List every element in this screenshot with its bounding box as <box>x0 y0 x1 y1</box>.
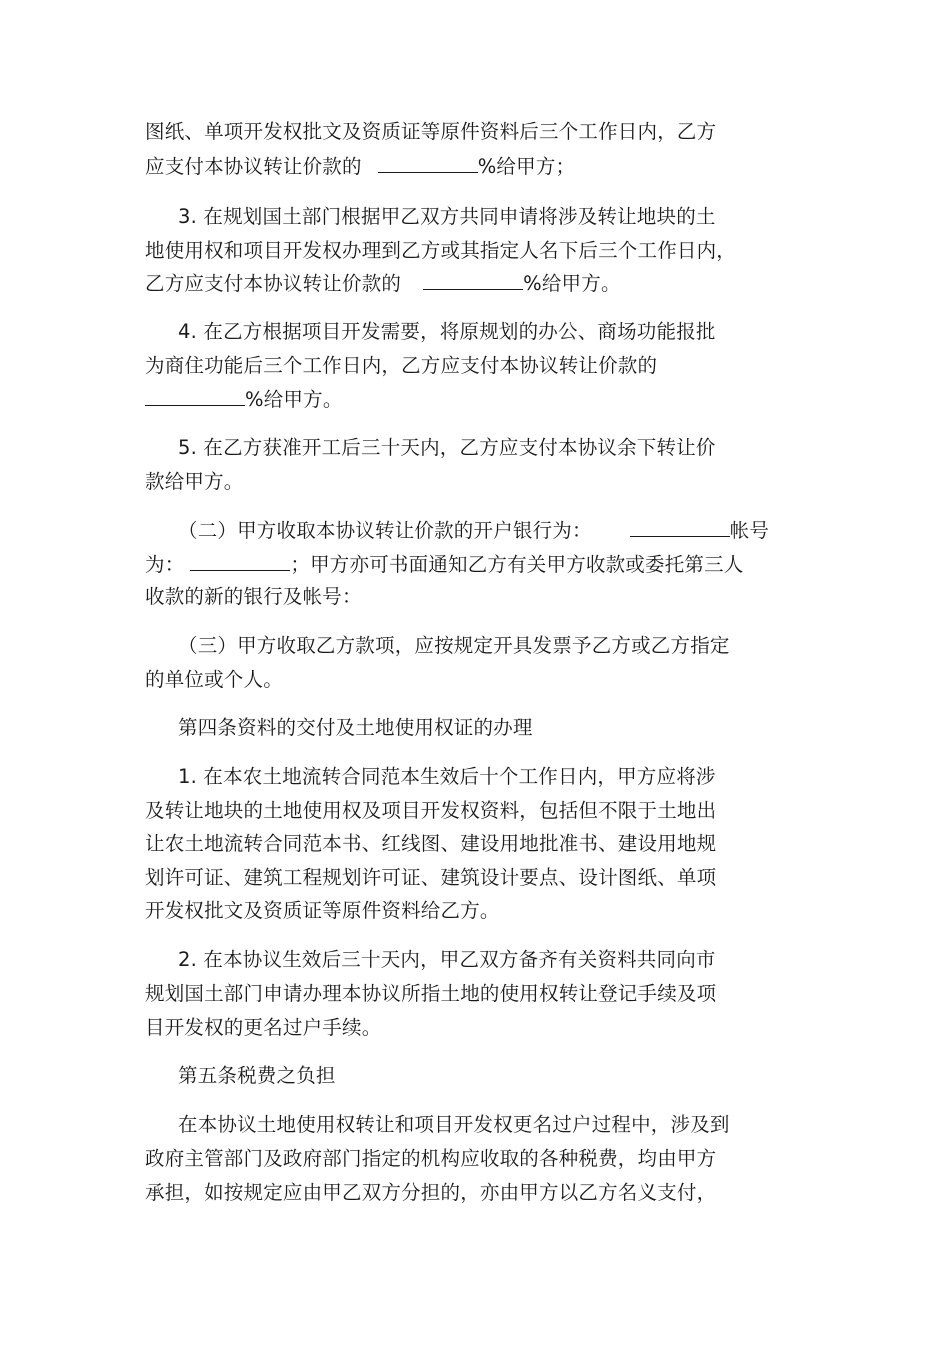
text-line: 1. 在本农土地流转合同范本生效后十个工作日内，甲方应将涉 <box>178 765 716 788</box>
text-fragment: （二）甲方收取本协议转让价款的开户银行为： <box>178 519 592 542</box>
text-line: 的单位或个人。 <box>145 668 283 691</box>
text-line: 5. 在乙方获准开工后三十天内，乙方应支付本协议余下转让价 <box>178 436 716 459</box>
section-heading: 第四条资料的交付及土地使用权证的办理 <box>178 716 533 739</box>
text-line: 图纸、单项开发权批文及资质证等原件资料后三个工作日内，乙方 <box>145 120 717 143</box>
text-line: 划许可证、建筑工程规划许可证、建筑设计要点、设计图纸、单项 <box>145 866 717 889</box>
section-heading: 第五条税费之负担 <box>178 1064 336 1087</box>
fill-in-blank[interactable] <box>423 271 523 290</box>
text-line: 目开发权的更名过户手续。 <box>145 1016 382 1039</box>
text-fragment: %给甲方。 <box>245 388 343 411</box>
text-line: 3. 在规划国土部门根据甲乙双方共同申请将涉及转让地块的土 <box>178 205 716 228</box>
text-line: 在本协议土地使用权转让和项目开发权更名过户过程中，涉及到 <box>178 1113 730 1136</box>
text-fragment: 应支付本协议转让价款的 <box>145 155 362 178</box>
text-line: 开发权批文及资质证等原件资料给乙方。 <box>145 899 500 922</box>
text-fragment: %给甲方； <box>477 155 576 178</box>
text-line <box>145 154 575 179</box>
text-line: 款给甲方。 <box>145 470 244 493</box>
text-line <box>145 552 744 577</box>
text-line <box>178 518 769 543</box>
text-line: 地使用权和项目开发权办理到乙方或其指定人名下后三个工作日内， <box>145 239 737 262</box>
fill-in-blank[interactable] <box>630 518 730 537</box>
text-line: 规划国土部门申请办理本协议所指土地的使用权转让登记手续及项 <box>145 982 717 1005</box>
text-line: 政府主管部门及政府部门指定的机构应收取的各种税费，均由甲方 <box>145 1147 717 1170</box>
text-line: 收款的新的银行及帐号： <box>145 585 362 608</box>
text-fragment: 帐号 <box>729 519 770 542</box>
text-line: 2. 在本协议生效后三十天内，甲乙双方备齐有关资料共同向市 <box>178 948 716 971</box>
fill-in-blank[interactable] <box>190 552 290 571</box>
text-line <box>145 387 343 412</box>
text-line <box>145 271 621 296</box>
text-fragment: 乙方应支付本协议转让价款的 <box>145 272 402 295</box>
text-line: 让农土地流转合同范本书、红线图、建设用地批准书、建设用地规 <box>145 832 717 855</box>
fill-in-blank[interactable] <box>145 387 245 406</box>
text-line: （三）甲方收取乙方款项，应按规定开具发票予乙方或乙方指定 <box>178 634 730 657</box>
text-line: 为商住功能后三个工作日内，乙方应支付本协议转让价款的 <box>145 354 658 377</box>
text-fragment: %给甲方。 <box>523 272 621 295</box>
text-line: 及转让地块的土地使用权及项目开发权资料，包括但不限于土地出 <box>145 799 717 822</box>
fill-in-blank[interactable] <box>378 154 478 173</box>
text-line: 4. 在乙方根据项目开发需要，将原规划的办公、商场功能报批 <box>178 320 716 343</box>
text-fragment: ；甲方亦可书面通知乙方有关甲方收款或委托第三人 <box>290 553 744 576</box>
text-fragment: 为： <box>145 553 185 576</box>
text-line: 承担，如按规定应由甲乙双方分担的，亦由甲方以乙方名义支付， <box>145 1181 717 1204</box>
